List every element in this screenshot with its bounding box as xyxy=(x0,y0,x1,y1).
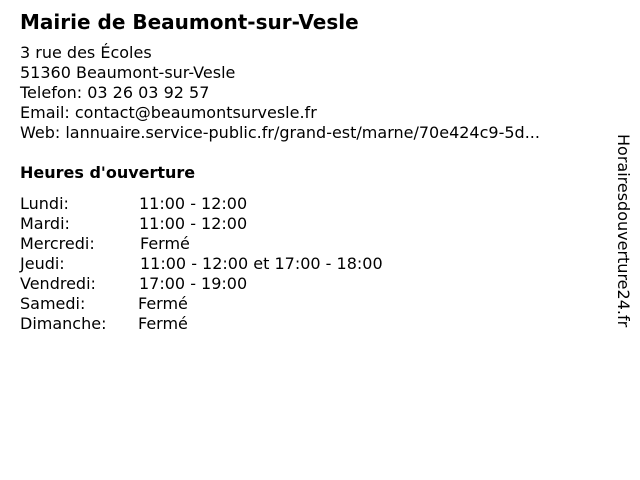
web-line: Web: lannuaire.service-public.fr/grand-est/marne/70e424c9-5d... xyxy=(20,123,540,142)
day-label: Lundi: xyxy=(20,194,69,213)
address-street: 3 rue des Écoles xyxy=(20,43,152,62)
day-hours: 11:00 - 12:00 xyxy=(139,214,248,233)
phone-line: Telefon: 03 26 03 92 57 xyxy=(20,83,210,102)
day-hours: Fermé xyxy=(138,314,188,333)
email-line: Email: contact@beaumontsurvesle.fr xyxy=(20,103,317,122)
address-city: 51360 Beaumont-sur-Vesle xyxy=(20,63,236,82)
day-hours: Fermé xyxy=(138,294,188,313)
day-label: Dimanche: xyxy=(20,314,107,333)
page-title: Mairie de Beaumont-sur-Vesle xyxy=(20,10,359,34)
day-label: Mardi: xyxy=(20,214,70,233)
day-hours: 11:00 - 12:00 xyxy=(139,194,248,213)
day-hours: 11:00 - 12:00 et 17:00 - 18:00 xyxy=(140,254,383,273)
day-label: Samedi: xyxy=(20,294,86,313)
day-label: Mercredi: xyxy=(20,234,95,253)
day-hours: Fermé xyxy=(140,234,190,253)
day-label: Vendredi: xyxy=(20,274,96,293)
day-hours: 17:00 - 19:00 xyxy=(139,274,248,293)
site-watermark: Horairesdouverture24.fr xyxy=(614,134,633,328)
day-label: Jeudi: xyxy=(20,254,65,273)
contact-block xyxy=(20,43,540,143)
hours-heading: Heures d'ouverture xyxy=(20,163,196,182)
